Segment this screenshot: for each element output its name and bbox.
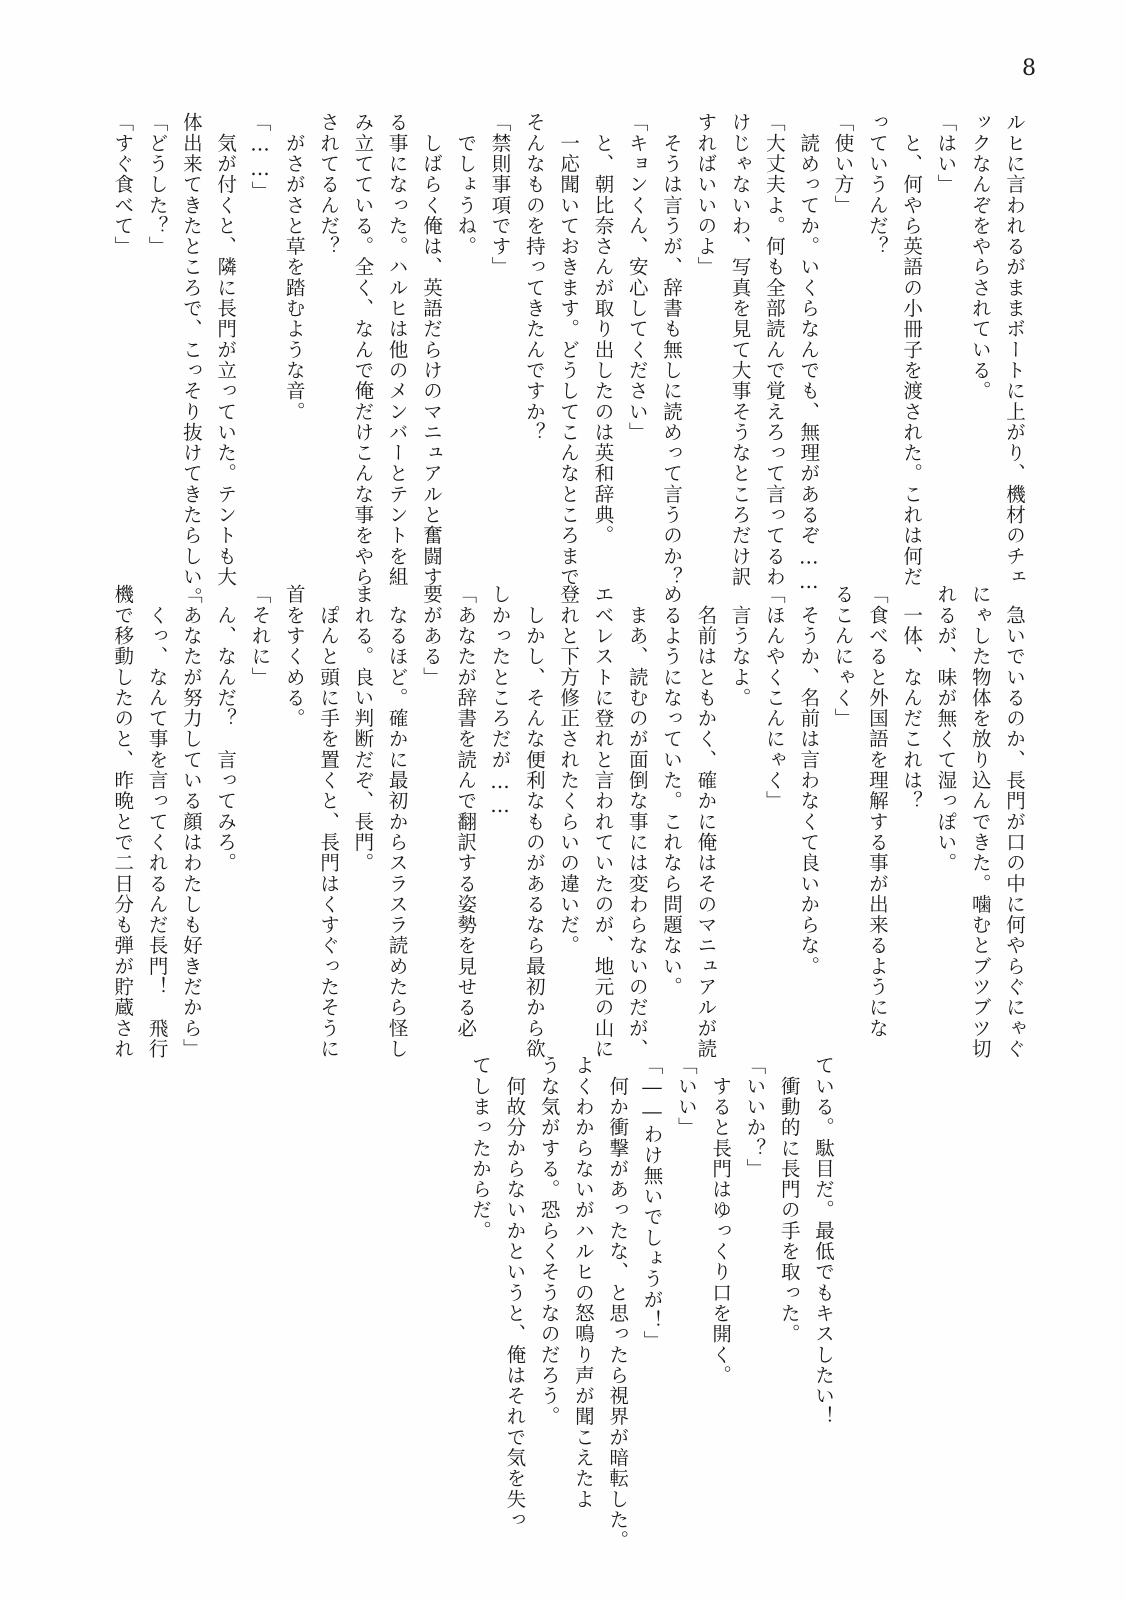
text-line: そうか、名前は言わなくて良いからな。 — [797, 584, 821, 977]
text-line: そうは言うが、辞書も無しに読めって言うのか？ — [660, 112, 684, 587]
text-line: ている。駄目だ。最低でもキスしたい！ — [812, 1055, 835, 1427]
text-line: る事になった。ハルヒは他のメンバーとテントを組 — [385, 112, 409, 587]
text-line: すると長門はゆっくり口を開く。 — [709, 1055, 733, 1386]
text-line: 「すぐ食べて」 — [111, 112, 135, 257]
text-line: 「――わけ無いでしょうが！」 — [640, 1055, 664, 1352]
text-line: 首をすくめる。 — [282, 584, 306, 729]
text-line: ルヒに言われるがままボートに上がり、機材のチェ — [1003, 112, 1026, 587]
text-block-bottom — [469, 1055, 840, 1551]
text-line: 「どうした？」 — [145, 112, 169, 257]
text-line: 何故分からないかというと、俺はそれで気を失っ — [503, 1055, 527, 1530]
text-line: にゃした物体を放り込んできた。噛むとブツブツ切 — [968, 584, 992, 1059]
text-line: れるが、味が無くて湿っぽい。 — [934, 584, 958, 874]
text-line: ックなんぞをやらされている。 — [968, 112, 992, 402]
text-line: 「使い方」 — [831, 112, 855, 216]
text-line: 急いでいるのか、長門が口の中に何やらぐにゃぐ — [1003, 584, 1026, 1059]
text-line: 「いい」 — [674, 1055, 698, 1138]
text-line: でしょうね。 — [454, 112, 478, 257]
text-line: と、何やら英語の小冊子を渡された。これは何だ — [900, 112, 924, 587]
text-line: てしまったからだ。 — [469, 1055, 493, 1241]
text-line: エベレストに登れと言われていたのが、地元の山に — [591, 584, 615, 1059]
text-line: がさがさと草を踏むような音。 — [282, 112, 306, 422]
text-line: 「……」 — [248, 112, 272, 202]
text-line: 体出来てきたところで、こっそり抜けてきたらしい。 — [179, 112, 203, 608]
page-number: 8 — [1022, 56, 1036, 81]
text-line: 「キョンくん、安心してください」 — [625, 112, 649, 443]
text-line: っていうんだ？ — [865, 112, 889, 257]
text-line: 要がある」 — [419, 584, 443, 688]
text-line: めるようになっていた。これなら問題ない。 — [660, 584, 684, 997]
text-line: まれる。良い判断だぞ、長門。 — [351, 584, 375, 874]
text-line: 登れと下方修正されたくらいの違いだ。 — [557, 584, 581, 956]
text-line: くっ、なんて事を言ってくれるんだ長門！ 飛行 — [145, 584, 169, 1059]
text-block-top — [71, 112, 1031, 608]
text-line: されてるんだ？ — [317, 112, 341, 257]
text-line: 「あなたが辞書を読んで翻訳する姿勢を見せる必 — [454, 584, 478, 1039]
text-line: 「いいか？」 — [743, 1055, 767, 1179]
text-line: 「それに」 — [248, 584, 272, 688]
text-line: 一応聞いておきます。どうしてこんなところまで — [557, 112, 581, 587]
text-line: 一体、なんだこれは？ — [900, 584, 924, 812]
text-line: 名前はともかく、確かに俺はそのマニュアルが読 — [694, 584, 718, 1059]
text-line: うな気がする。恐らくそうなのだろう。 — [537, 1055, 561, 1427]
text-line: そんなものを持ってきたんですか？ — [522, 112, 546, 443]
text-line: けじゃないわ、写真を見て大事そうなところだけ訳 — [728, 112, 752, 587]
text-line: み立てている。全く、なんで俺だけこんな事をやら — [351, 112, 375, 587]
text-line: 衝動的に長門の手を取った。 — [777, 1055, 801, 1345]
text-line: 「大丈夫よ。何も全部読んで覚えろって言ってるわ — [762, 112, 786, 587]
text-line: 「ほんやくこんにゃく」 — [762, 584, 786, 812]
text-line: 機で移動したのと、昨晩とで二日分も弾が貯蔵され — [111, 584, 135, 1059]
text-line: 「はい」 — [934, 112, 958, 195]
text-line: すればいいのよ」 — [694, 112, 718, 278]
text-line: なるほど。確かに最初からスラスラ読めたら怪し — [385, 584, 409, 1059]
text-line: ぽんと頭に手を置くと、長門はくすぐったそうに — [317, 584, 341, 1059]
text-line: 「あなたが努力している顔はわたしも好きだから」 — [179, 584, 203, 1059]
text-line: よくわからないがハルヒの怒鳴り声が聞こえたよ — [571, 1055, 595, 1510]
text-line: 読めってか。いくらなんでも、無理があるぞ…… — [797, 112, 821, 594]
text-block-middle — [71, 584, 1031, 1059]
text-line: ん、なんだ？ 言ってみろ。 — [214, 584, 238, 874]
text-line: と、朝比奈さんが取り出したのは英和辞典。 — [591, 112, 615, 546]
text-line: まあ、読むのが面倒な事には変わらないのだが、 — [625, 584, 649, 1059]
text-line: 何か衝撃があったな、と思ったら視界が暗転した。 — [606, 1055, 630, 1551]
text-line: 「食べると外国語を理解する事が出来るようにな — [865, 584, 889, 1039]
text-line: 言うなよ。 — [728, 584, 752, 708]
text-line: 気が付くと、隣に長門が立っていた。テントも大 — [214, 112, 238, 587]
text-line: しばらく俺は、英語だらけのマニュアルと奮闘す — [419, 112, 443, 587]
text-line: しかったところだが…… — [488, 584, 512, 819]
text-line: るこんにゃく」 — [831, 584, 855, 729]
text-line: 「禁則事項です」 — [488, 112, 512, 278]
text-line: しかし、そんな便利なものがあるなら最初から欲 — [522, 584, 546, 1059]
